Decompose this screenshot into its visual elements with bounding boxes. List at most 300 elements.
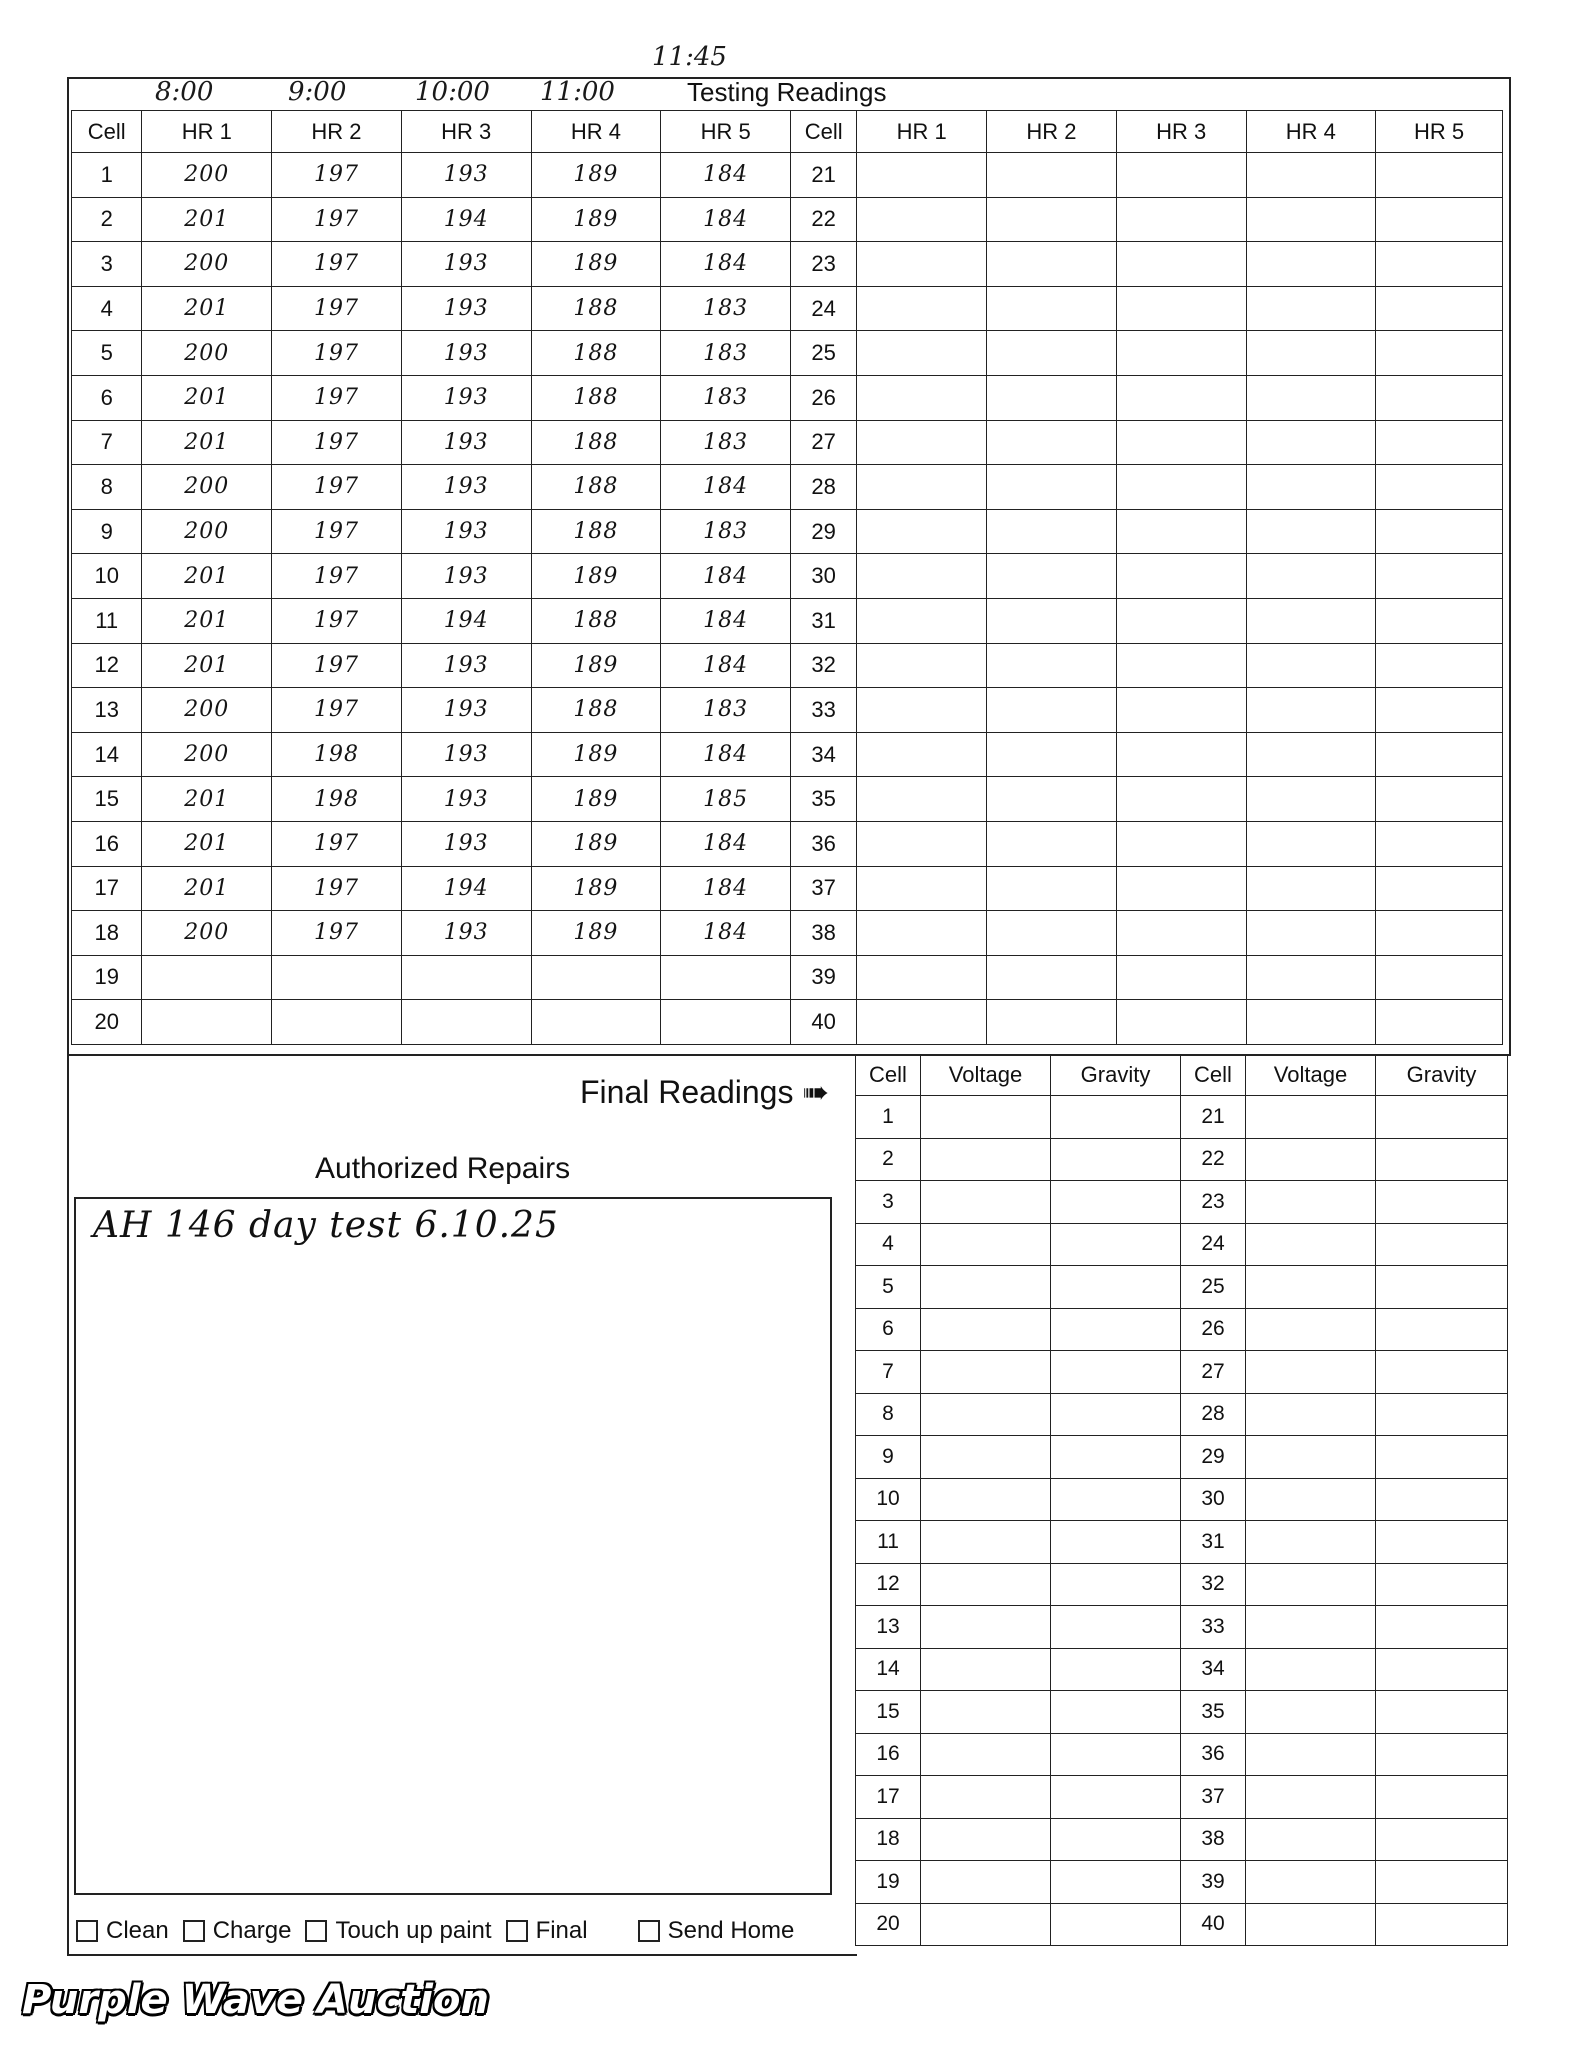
reading-cell-empty (1246, 465, 1376, 510)
final-value-cell (1051, 1138, 1181, 1181)
final-cell-number: 20 (856, 1903, 921, 1946)
reading-cell-empty (1246, 821, 1376, 866)
cell-number: 17 (72, 866, 142, 911)
final-value-cell (1051, 1393, 1181, 1436)
reading-cell-empty (857, 375, 987, 420)
testing-readings-table (71, 110, 1503, 1045)
reading-cell (401, 1000, 531, 1045)
cell-number: 35 (790, 777, 856, 822)
final-value-cell (1376, 1223, 1508, 1266)
cell-number: 34 (790, 732, 856, 777)
reading-cell: 189 (531, 242, 661, 287)
reading-cell: 193 (401, 911, 531, 956)
reading-cell-empty (857, 554, 987, 599)
hr-header: HR 1 (857, 111, 987, 153)
reading-cell: 201 (142, 643, 272, 688)
final-value-cell (1051, 1181, 1181, 1224)
testing-row (72, 598, 1503, 643)
reading-cell: 197 (272, 688, 402, 733)
final-value-cell (921, 1351, 1051, 1394)
reading-cell: 198 (272, 732, 402, 777)
testing-row (72, 509, 1503, 554)
testing-header-row (72, 111, 1503, 153)
reading-cell-empty (987, 777, 1117, 822)
reading-cell-empty (1246, 331, 1376, 376)
final-value-cell (1051, 1563, 1181, 1606)
reading-cell-empty (1116, 777, 1246, 822)
reading-cell: 189 (531, 732, 661, 777)
reading-cell: 189 (531, 643, 661, 688)
cell-number: 3 (72, 242, 142, 287)
final-value-cell (921, 1776, 1051, 1819)
reading-cell-empty (1246, 286, 1376, 331)
final-value-cell (1051, 1818, 1181, 1861)
reading-cell-empty (1116, 375, 1246, 420)
reading-cell: 197 (272, 197, 402, 242)
final-value-cell (1246, 1138, 1376, 1181)
testing-row (72, 286, 1503, 331)
reading-cell: 200 (142, 331, 272, 376)
time-label-3: 10:00 (415, 77, 490, 107)
testing-row (72, 331, 1503, 376)
reading-cell: 193 (401, 688, 531, 733)
reading-cell-empty (987, 153, 1117, 198)
reading-cell-empty (857, 331, 987, 376)
reading-cell: 184 (661, 554, 791, 599)
final-value-cell (1051, 1691, 1181, 1734)
reading-cell: 184 (661, 911, 791, 956)
reading-cell: 197 (272, 821, 402, 866)
final-cell-number: 8 (856, 1393, 921, 1436)
reading-cell: 197 (272, 331, 402, 376)
reading-cell-empty (1116, 955, 1246, 1000)
reading-cell: 198 (272, 777, 402, 822)
reading-cell-empty (987, 821, 1117, 866)
reading-cell (272, 1000, 402, 1045)
reading-cell: 197 (272, 866, 402, 911)
reading-cell-empty (1116, 554, 1246, 599)
cell-number: 15 (72, 777, 142, 822)
reading-cell-empty (1246, 197, 1376, 242)
reading-cell-empty (987, 643, 1117, 688)
reading-cell-empty (1376, 732, 1503, 777)
reading-cell-empty (1376, 554, 1503, 599)
reading-cell: 197 (272, 643, 402, 688)
reading-cell-empty (857, 286, 987, 331)
final-value-cell (1051, 1223, 1181, 1266)
final-value-cell (1051, 1266, 1181, 1309)
final-cell-number: 38 (1181, 1818, 1246, 1861)
cell-number: 39 (790, 955, 856, 1000)
reading-cell-empty (1116, 598, 1246, 643)
final-row (856, 1096, 1508, 1139)
reading-cell (142, 955, 272, 1000)
cell-number: 10 (72, 554, 142, 599)
reading-cell-empty (987, 955, 1117, 1000)
final-value-cell (921, 1861, 1051, 1904)
final-cell-number: 22 (1181, 1138, 1246, 1181)
reading-cell: 193 (401, 777, 531, 822)
final-value-cell (1376, 1903, 1508, 1946)
reading-cell-empty (1116, 821, 1246, 866)
reading-cell-empty (1376, 153, 1503, 198)
final-cell-number: 36 (1181, 1733, 1246, 1776)
reading-cell: 184 (661, 153, 791, 198)
reading-cell: 189 (531, 554, 661, 599)
reading-cell: 197 (272, 911, 402, 956)
reading-cell-empty (857, 777, 987, 822)
reading-cell: 197 (272, 153, 402, 198)
final-value-cell (921, 1606, 1051, 1649)
reading-cell: 200 (142, 911, 272, 956)
final-value-cell (1376, 1861, 1508, 1904)
reading-cell: 184 (661, 866, 791, 911)
final-row (856, 1436, 1508, 1479)
reading-cell-empty (1246, 509, 1376, 554)
final-value-cell (1246, 1223, 1376, 1266)
final-row (856, 1393, 1508, 1436)
cell-number: 30 (790, 554, 856, 599)
final-row (856, 1351, 1508, 1394)
final-value-cell (921, 1308, 1051, 1351)
reading-cell: 197 (272, 242, 402, 287)
final-cell-number: 13 (856, 1606, 921, 1649)
testing-row (72, 1000, 1503, 1045)
reading-cell: 200 (142, 732, 272, 777)
final-cell-number: 4 (856, 1223, 921, 1266)
hr-header: HR 5 (661, 111, 791, 153)
reading-cell-empty (857, 598, 987, 643)
reading-cell: 197 (272, 598, 402, 643)
final-cell-number: 29 (1181, 1436, 1246, 1479)
cell-header: Cell (72, 111, 142, 153)
reading-cell-empty (1376, 242, 1503, 287)
final-cell-number: 30 (1181, 1478, 1246, 1521)
reading-cell: 188 (531, 331, 661, 376)
cell-number: 18 (72, 911, 142, 956)
checkbox-row (76, 1917, 808, 1945)
final-value-cell (1051, 1903, 1181, 1946)
reading-cell: 185 (661, 777, 791, 822)
reading-cell-empty (1246, 153, 1376, 198)
reading-cell: 183 (661, 420, 791, 465)
reading-cell: 193 (401, 375, 531, 420)
reading-cell-empty (987, 286, 1117, 331)
reading-cell-empty (857, 242, 987, 287)
cell-number: 11 (72, 598, 142, 643)
authorized-repairs-note: AH 146 day test 6.10.25 (93, 1205, 559, 1246)
cell-number: 27 (790, 420, 856, 465)
hr-header: HR 4 (531, 111, 661, 153)
checkbox-label: Charge (212, 1917, 292, 1944)
cell-number: 33 (790, 688, 856, 733)
final-cell-number: 14 (856, 1648, 921, 1691)
final-value-cell (921, 1436, 1051, 1479)
reading-cell: 193 (401, 509, 531, 554)
checkbox-charge[interactable] (183, 1917, 292, 1945)
cell-number: 37 (790, 866, 856, 911)
reading-cell (531, 1000, 661, 1045)
reading-cell-empty (1376, 911, 1503, 956)
final-value-cell (1051, 1606, 1181, 1649)
checkbox-touch-up-paint[interactable] (305, 1917, 491, 1945)
checkbox-label: Final (535, 1917, 588, 1944)
final-value-cell (921, 1903, 1051, 1946)
reading-cell-empty (1246, 777, 1376, 822)
time-label-2: 9:00 (288, 77, 347, 107)
final-cell-number: 34 (1181, 1648, 1246, 1691)
final-value-cell (1246, 1818, 1376, 1861)
reading-cell-empty (1116, 688, 1246, 733)
reading-cell-empty (987, 375, 1117, 420)
reading-cell-empty (987, 197, 1117, 242)
reading-cell-empty (1116, 732, 1246, 777)
final-cell-number: 39 (1181, 1861, 1246, 1904)
final-value-cell (921, 1266, 1051, 1309)
cell-number: 1 (72, 153, 142, 198)
checkbox-square[interactable] (183, 1920, 205, 1942)
final-cell-number: 31 (1181, 1521, 1246, 1564)
cell-number: 24 (790, 286, 856, 331)
reading-cell (661, 955, 791, 1000)
final-value-cell (1376, 1351, 1508, 1394)
final-header: Gravity (1376, 1055, 1508, 1096)
reading-cell: 184 (661, 242, 791, 287)
reading-cell (142, 1000, 272, 1045)
checkbox-square[interactable] (305, 1920, 327, 1942)
testing-row (72, 777, 1503, 822)
testing-row (72, 420, 1503, 465)
reading-cell: 184 (661, 643, 791, 688)
reading-cell-empty (1116, 331, 1246, 376)
final-value-cell (1376, 1606, 1508, 1649)
testing-row (72, 643, 1503, 688)
reading-cell: 189 (531, 911, 661, 956)
cell-number: 25 (790, 331, 856, 376)
testing-row (72, 197, 1503, 242)
reading-cell: 188 (531, 465, 661, 510)
cell-number: 36 (790, 821, 856, 866)
final-value-cell (1246, 1181, 1376, 1224)
reading-cell-empty (857, 1000, 987, 1045)
checkbox-final[interactable] (506, 1917, 588, 1945)
testing-row (72, 866, 1503, 911)
final-value-cell (1246, 1266, 1376, 1309)
final-value-cell (921, 1691, 1051, 1734)
final-value-cell (1376, 1563, 1508, 1606)
cell-number: 31 (790, 598, 856, 643)
cell-number: 16 (72, 821, 142, 866)
cell-header: Cell (790, 111, 856, 153)
final-cell-number: 18 (856, 1818, 921, 1861)
final-cell-number: 35 (1181, 1691, 1246, 1734)
final-cell-number: 21 (1181, 1096, 1246, 1139)
final-cell-number: 6 (856, 1308, 921, 1351)
final-value-cell (1246, 1393, 1376, 1436)
hr-header: HR 1 (142, 111, 272, 153)
reading-cell: 197 (272, 420, 402, 465)
reading-cell: 183 (661, 509, 791, 554)
testing-row (72, 153, 1503, 198)
cell-number: 2 (72, 197, 142, 242)
reading-cell: 200 (142, 242, 272, 287)
final-row (856, 1563, 1508, 1606)
final-cell-number: 37 (1181, 1776, 1246, 1819)
checkbox-square[interactable] (506, 1920, 528, 1942)
checkbox-square[interactable] (638, 1920, 660, 1942)
reading-cell (531, 955, 661, 1000)
final-cell-number: 32 (1181, 1563, 1246, 1606)
reading-cell-empty (1116, 153, 1246, 198)
hr-header: HR 2 (272, 111, 402, 153)
final-row (856, 1521, 1508, 1564)
final-value-cell (1246, 1903, 1376, 1946)
final-value-cell (1246, 1436, 1376, 1479)
reading-cell-empty (987, 465, 1117, 510)
reading-cell: 183 (661, 331, 791, 376)
reading-cell-empty (1246, 911, 1376, 956)
final-value-cell (921, 1181, 1051, 1224)
final-value-cell (921, 1563, 1051, 1606)
reading-cell-empty (857, 465, 987, 510)
reading-cell: 188 (531, 509, 661, 554)
reading-cell: 197 (272, 286, 402, 331)
cell-number: 12 (72, 643, 142, 688)
hr-header: HR 5 (1376, 111, 1503, 153)
authorized-repairs-title: Authorized Repairs (315, 1152, 571, 1185)
cell-number: 22 (790, 197, 856, 242)
final-value-cell (1246, 1308, 1376, 1351)
reading-cell-empty (1376, 420, 1503, 465)
cell-number: 19 (72, 955, 142, 1000)
final-value-cell (1051, 1521, 1181, 1564)
reading-cell-empty (857, 688, 987, 733)
testing-row (72, 955, 1503, 1000)
final-cell-number: 27 (1181, 1351, 1246, 1394)
reading-cell-empty (1246, 866, 1376, 911)
reading-cell-empty (1116, 509, 1246, 554)
reading-cell-empty (987, 1000, 1117, 1045)
final-value-cell (1376, 1648, 1508, 1691)
final-value-cell (1376, 1138, 1508, 1181)
reading-cell-empty (857, 911, 987, 956)
final-row (856, 1223, 1508, 1266)
final-row (856, 1903, 1508, 1946)
final-cell-number: 12 (856, 1563, 921, 1606)
reading-cell: 188 (531, 598, 661, 643)
reading-cell: 193 (401, 554, 531, 599)
final-value-cell (1376, 1393, 1508, 1436)
reading-cell-empty (1376, 955, 1503, 1000)
final-value-cell (1246, 1861, 1376, 1904)
checkbox-clean[interactable] (76, 1917, 169, 1945)
reading-cell: 193 (401, 153, 531, 198)
reading-cell-empty (1376, 643, 1503, 688)
reading-cell: 183 (661, 688, 791, 733)
reading-cell-empty (987, 509, 1117, 554)
reading-cell-empty (1376, 777, 1503, 822)
reading-cell: 193 (401, 821, 531, 866)
final-value-cell (1246, 1521, 1376, 1564)
final-cell-number: 16 (856, 1733, 921, 1776)
reading-cell: 189 (531, 821, 661, 866)
cell-number: 32 (790, 643, 856, 688)
reading-cell-empty (1116, 242, 1246, 287)
cell-number: 9 (72, 509, 142, 554)
testing-readings-title: Testing Readings (687, 77, 887, 107)
reading-cell: 200 (142, 509, 272, 554)
final-value-cell (1376, 1521, 1508, 1564)
final-value-cell (1051, 1733, 1181, 1776)
reading-cell: 188 (531, 420, 661, 465)
testing-row (72, 821, 1503, 866)
final-row (856, 1606, 1508, 1649)
final-header-row (856, 1055, 1508, 1096)
reading-cell-empty (987, 242, 1117, 287)
reading-cell-empty (987, 420, 1117, 465)
checkbox-send-home[interactable] (638, 1917, 795, 1945)
cell-number: 7 (72, 420, 142, 465)
final-value-cell (1246, 1478, 1376, 1521)
final-cell-number: 9 (856, 1436, 921, 1479)
reading-cell-empty (1116, 866, 1246, 911)
cell-number: 21 (790, 153, 856, 198)
final-row (856, 1861, 1508, 1904)
final-value-cell (1246, 1648, 1376, 1691)
checkbox-label: Touch up paint (335, 1917, 492, 1944)
reading-cell-empty (1376, 375, 1503, 420)
reading-cell: 197 (272, 465, 402, 510)
final-cell-number: 11 (856, 1521, 921, 1564)
reading-cell: 183 (661, 286, 791, 331)
reading-cell-empty (857, 420, 987, 465)
reading-cell: 201 (142, 554, 272, 599)
final-value-cell (1246, 1096, 1376, 1139)
cell-number: 29 (790, 509, 856, 554)
reading-cell-empty (987, 866, 1117, 911)
cell-number: 40 (790, 1000, 856, 1045)
cell-number: 6 (72, 375, 142, 420)
reading-cell (401, 955, 531, 1000)
final-value-cell (1376, 1478, 1508, 1521)
checkbox-square[interactable] (76, 1920, 98, 1942)
final-value-cell (921, 1223, 1051, 1266)
final-value-cell (921, 1478, 1051, 1521)
final-value-cell (921, 1733, 1051, 1776)
final-cell-number: 26 (1181, 1308, 1246, 1351)
reading-cell-empty (1246, 242, 1376, 287)
final-value-cell (1246, 1606, 1376, 1649)
reading-cell-empty (1376, 509, 1503, 554)
final-row (856, 1138, 1508, 1181)
reading-cell-empty (1246, 732, 1376, 777)
purple-wave-watermark: Purple Wave Auction (22, 1977, 489, 2023)
final-value-cell (921, 1648, 1051, 1691)
reading-cell: 193 (401, 242, 531, 287)
reading-cell: 193 (401, 286, 531, 331)
reading-cell-empty (1116, 1000, 1246, 1045)
testing-row (72, 554, 1503, 599)
reading-cell: 183 (661, 375, 791, 420)
reading-cell-empty (1246, 643, 1376, 688)
reading-cell: 197 (272, 554, 402, 599)
reading-cell-empty (1246, 420, 1376, 465)
reading-cell: 200 (142, 153, 272, 198)
reading-cell-empty (857, 509, 987, 554)
reading-cell: 184 (661, 598, 791, 643)
reading-cell: 193 (401, 331, 531, 376)
checkbox-label: Clean (106, 1917, 169, 1944)
